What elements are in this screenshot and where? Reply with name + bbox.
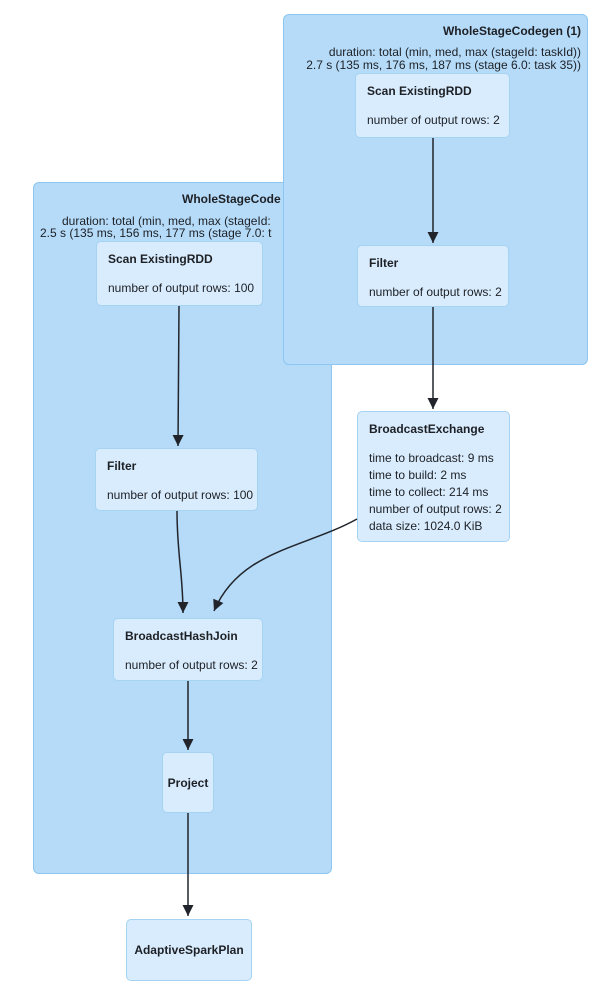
node-scan-existingrdd-2[interactable]: [96, 241, 263, 306]
node-name: BroadcastExchange: [369, 422, 485, 436]
node-broadcast-hash-join[interactable]: [113, 618, 263, 681]
metric-data-size: data size: 1024.0 KiB: [369, 519, 483, 533]
node-name: Scan ExistingRDD: [367, 84, 472, 98]
cluster-duration-value: 2.7 s (135 ms, 176 ms, 187 ms (stage 6.0: task 35)): [306, 58, 581, 72]
metric-time-to-build: time to build: 2 ms: [369, 468, 467, 482]
node-filter-1[interactable]: [357, 245, 509, 307]
metric-time-to-broadcast: time to broadcast: 9 ms: [369, 451, 494, 465]
node-name: BroadcastHashJoin: [125, 629, 238, 643]
metric-output-rows: number of output rows: 100: [108, 281, 255, 295]
node-metrics: [358, 270, 508, 301]
node-name: Project: [167, 775, 209, 790]
metric-output-rows: number of output rows: 2: [369, 502, 502, 516]
metric-output-rows: number of output rows: 2: [369, 285, 502, 299]
cluster-title: WholeStageCode: [182, 192, 281, 206]
cluster-wholestagecodegen-1: [283, 14, 588, 365]
metric-output-rows: number of output rows: 2: [367, 113, 500, 127]
node-name: Filter: [369, 256, 399, 270]
node-metrics: [358, 436, 509, 535]
cluster-title: WholeStageCodegen (1): [442, 24, 581, 38]
metric-output-rows: number of output rows: 100: [107, 488, 254, 502]
node-scan-existingrdd-1[interactable]: [355, 73, 510, 138]
node-metrics: [96, 473, 257, 504]
node-name: Scan ExistingRDD: [108, 252, 213, 266]
node-name: AdaptiveSparkPlan: [134, 943, 244, 957]
cluster-duration: [306, 46, 581, 72]
node-metrics: [114, 643, 262, 674]
node-adaptive-spark-plan[interactable]: [126, 919, 252, 981]
node-name: Filter: [107, 459, 137, 473]
node-broadcast-exchange[interactable]: [357, 411, 510, 542]
cluster-duration-label: duration: total (min, med, max (stageId:: [62, 214, 271, 228]
node-metrics: [97, 266, 262, 297]
metric-output-rows: number of output rows: 2: [125, 658, 258, 672]
node-filter-2[interactable]: [95, 448, 258, 511]
node-metrics: [356, 98, 509, 129]
cluster-duration-label: duration: total (min, med, max (stageId: taskId)): [328, 45, 581, 59]
node-project[interactable]: [162, 752, 214, 813]
metric-time-to-collect: time to collect: 214 ms: [369, 485, 489, 499]
cluster-duration-value: 2.5 s (135 ms, 156 ms, 177 ms (stage 7.0: t: [40, 226, 272, 240]
